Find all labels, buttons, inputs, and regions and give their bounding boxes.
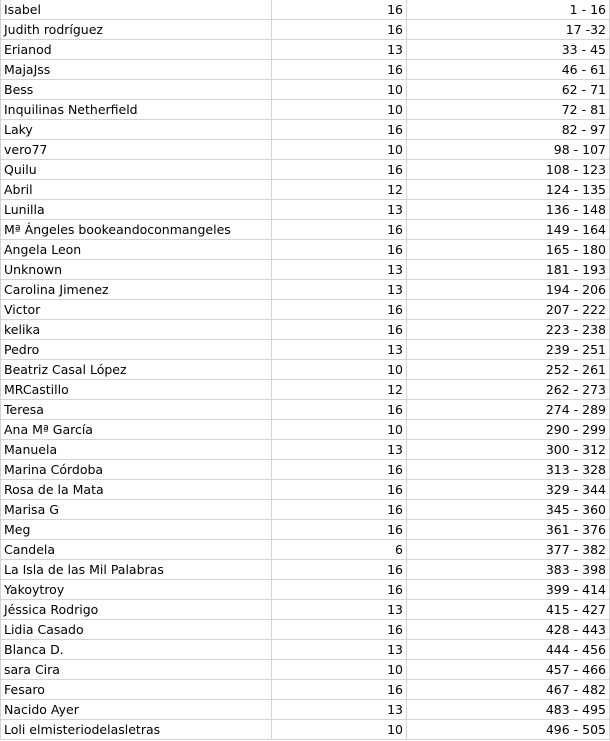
table-row: [1, 200, 610, 220]
participant-name-cell[interactable]: MRCastillo: [1, 380, 272, 400]
range-cell[interactable]: 108 - 123: [407, 160, 610, 180]
table-row: [1, 260, 610, 280]
participant-name-cell[interactable]: Nacido Ayer: [1, 700, 272, 720]
range-cell[interactable]: 72 - 81: [407, 100, 610, 120]
range-cell[interactable]: 149 - 164: [407, 220, 610, 240]
count-cell[interactable]: 10: [272, 140, 407, 160]
count-cell[interactable]: 16: [272, 400, 407, 420]
range-cell[interactable]: 207 - 222: [407, 300, 610, 320]
table-row: [1, 440, 610, 460]
table-row: [1, 340, 610, 360]
range-cell[interactable]: 428 - 443: [407, 620, 610, 640]
table-row: [1, 320, 610, 340]
participant-name-cell[interactable]: Lunilla: [1, 200, 272, 220]
count-cell[interactable]: 16: [272, 60, 407, 80]
participant-name-cell[interactable]: Lidia Casado: [1, 620, 272, 640]
range-cell[interactable]: 377 - 382: [407, 540, 610, 560]
range-cell[interactable]: 361 - 376: [407, 520, 610, 540]
table-row: [1, 400, 610, 420]
range-cell[interactable]: 1 - 16: [407, 0, 610, 20]
range-cell[interactable]: 483 - 495: [407, 700, 610, 720]
count-cell[interactable]: 16: [272, 520, 407, 540]
range-cell[interactable]: 223 - 238: [407, 320, 610, 340]
participant-name-cell[interactable]: sara Cira: [1, 660, 272, 680]
count-cell[interactable]: 16: [272, 20, 407, 40]
participant-name-cell[interactable]: Pedro: [1, 340, 272, 360]
count-cell[interactable]: 10: [272, 360, 407, 380]
participant-name-cell[interactable]: Inquilinas Netherfield: [1, 100, 272, 120]
count-cell[interactable]: 13: [272, 340, 407, 360]
range-cell[interactable]: 252 - 261: [407, 360, 610, 380]
table-row: [1, 580, 610, 600]
range-cell[interactable]: 46 - 61: [407, 60, 610, 80]
count-cell[interactable]: 16: [272, 560, 407, 580]
table-row: [1, 60, 610, 80]
count-cell[interactable]: 10: [272, 720, 407, 740]
count-cell[interactable]: 10: [272, 420, 407, 440]
participant-name-cell[interactable]: Manuela: [1, 440, 272, 460]
range-cell[interactable]: 62 - 71: [407, 80, 610, 100]
table-row: [1, 460, 610, 480]
table-body: [1, 0, 610, 740]
table-row: [1, 0, 610, 20]
range-cell[interactable]: 274 - 289: [407, 400, 610, 420]
range-cell[interactable]: 82 - 97: [407, 120, 610, 140]
participant-name-cell[interactable]: Meg: [1, 520, 272, 540]
count-cell[interactable]: 16: [272, 680, 407, 700]
count-cell[interactable]: 10: [272, 100, 407, 120]
count-cell[interactable]: 13: [272, 200, 407, 220]
count-cell[interactable]: 13: [272, 700, 407, 720]
count-cell[interactable]: 10: [272, 80, 407, 100]
count-cell[interactable]: 13: [272, 40, 407, 60]
range-cell[interactable]: 313 - 328: [407, 460, 610, 480]
count-cell[interactable]: 16: [272, 500, 407, 520]
participant-name-cell[interactable]: Erianod: [1, 40, 272, 60]
count-cell[interactable]: 16: [272, 120, 407, 140]
participant-name-cell[interactable]: Yakoytroy: [1, 580, 272, 600]
count-cell[interactable]: 16: [272, 240, 407, 260]
table-row: [1, 240, 610, 260]
participant-name-cell[interactable]: Candela: [1, 540, 272, 560]
count-cell[interactable]: 12: [272, 380, 407, 400]
range-cell[interactable]: 98 - 107: [407, 140, 610, 160]
participant-name-cell[interactable]: Bess: [1, 80, 272, 100]
count-cell[interactable]: 16: [272, 220, 407, 240]
range-cell[interactable]: 194 - 206: [407, 280, 610, 300]
participant-name-cell[interactable]: Unknown: [1, 260, 272, 280]
participant-name-cell[interactable]: Fesaro: [1, 680, 272, 700]
table-row: [1, 300, 610, 320]
count-cell[interactable]: 13: [272, 280, 407, 300]
participant-name-cell[interactable]: Marisa G: [1, 500, 272, 520]
table-row: [1, 720, 610, 740]
table-row: [1, 700, 610, 720]
table-row: [1, 680, 610, 700]
table-row: [1, 40, 610, 60]
range-cell[interactable]: 33 - 45: [407, 40, 610, 60]
table-row: [1, 560, 610, 580]
count-cell[interactable]: 16: [272, 160, 407, 180]
count-cell[interactable]: 10: [272, 660, 407, 680]
participant-name-cell[interactable]: Blanca D.: [1, 640, 272, 660]
table-row: [1, 80, 610, 100]
table-row: [1, 500, 610, 520]
table-row: [1, 120, 610, 140]
count-cell[interactable]: 16: [272, 300, 407, 320]
participant-name-cell[interactable]: Rosa de la Mata: [1, 480, 272, 500]
participant-name-cell[interactable]: Carolina Jimenez: [1, 280, 272, 300]
table-row: [1, 380, 610, 400]
table-row: [1, 360, 610, 380]
participant-name-cell[interactable]: MajaJss: [1, 60, 272, 80]
range-cell[interactable]: 290 - 299: [407, 420, 610, 440]
table-row: [1, 480, 610, 500]
participant-name-cell[interactable]: Victor: [1, 300, 272, 320]
participant-name-cell[interactable]: Isabel: [1, 0, 272, 20]
count-cell[interactable]: 13: [272, 440, 407, 460]
participant-name-cell[interactable]: Quilu: [1, 160, 272, 180]
count-cell[interactable]: 16: [272, 460, 407, 480]
table-row: [1, 520, 610, 540]
range-cell[interactable]: 415 - 427: [407, 600, 610, 620]
range-cell[interactable]: 239 - 251: [407, 340, 610, 360]
participant-name-cell[interactable]: Laky: [1, 120, 272, 140]
range-cell[interactable]: 124 - 135: [407, 180, 610, 200]
participant-name-cell[interactable]: Beatriz Casal López: [1, 360, 272, 380]
participant-name-cell[interactable]: Marina Córdoba: [1, 460, 272, 480]
count-cell[interactable]: 13: [272, 260, 407, 280]
table-row: [1, 280, 610, 300]
count-cell[interactable]: 13: [272, 640, 407, 660]
participant-name-cell[interactable]: Ana Mª García: [1, 420, 272, 440]
range-cell[interactable]: 165 - 180: [407, 240, 610, 260]
table-row: [1, 640, 610, 660]
participant-name-cell[interactable]: Mª Ángeles bookeandoconmangeles: [1, 220, 272, 240]
table-row: [1, 420, 610, 440]
count-cell[interactable]: 13: [272, 600, 407, 620]
participant-name-cell[interactable]: vero77: [1, 140, 272, 160]
participant-name-cell[interactable]: Jéssica Rodrigo: [1, 600, 272, 620]
participant-name-cell[interactable]: Abril: [1, 180, 272, 200]
participant-name-cell[interactable]: Loli elmisteriodelasletras: [1, 720, 272, 740]
participant-name-cell[interactable]: Judith rodríguez: [1, 20, 272, 40]
range-cell[interactable]: 300 - 312: [407, 440, 610, 460]
count-cell[interactable]: 16: [272, 580, 407, 600]
table-row: [1, 20, 610, 40]
range-cell[interactable]: 262 - 273: [407, 380, 610, 400]
range-cell[interactable]: 383 - 398: [407, 560, 610, 580]
count-cell[interactable]: 16: [272, 0, 407, 20]
range-cell[interactable]: 136 - 148: [407, 200, 610, 220]
table-row: [1, 660, 610, 680]
range-cell[interactable]: 496 - 505: [407, 720, 610, 740]
table-row: [1, 540, 610, 560]
range-cell[interactable]: 345 - 360: [407, 500, 610, 520]
table-row: [1, 100, 610, 120]
table-row: [1, 620, 610, 640]
range-cell[interactable]: 17 -32: [407, 20, 610, 40]
range-cell[interactable]: 181 - 193: [407, 260, 610, 280]
participant-name-cell[interactable]: Angela Leon: [1, 240, 272, 260]
table-row: [1, 180, 610, 200]
count-cell[interactable]: 16: [272, 320, 407, 340]
table-row: [1, 140, 610, 160]
count-cell[interactable]: 6: [272, 540, 407, 560]
range-cell[interactable]: 329 - 344: [407, 480, 610, 500]
table-row: [1, 600, 610, 620]
table-row: [1, 160, 610, 180]
count-cell[interactable]: 16: [272, 480, 407, 500]
range-cell[interactable]: 444 - 456: [407, 640, 610, 660]
count-cell[interactable]: 12: [272, 180, 407, 200]
range-cell[interactable]: 467 - 482: [407, 680, 610, 700]
participant-name-cell[interactable]: La Isla de las Mil Palabras: [1, 560, 272, 580]
participant-name-cell[interactable]: kelika: [1, 320, 272, 340]
range-cell[interactable]: 399 - 414: [407, 580, 610, 600]
participant-name-cell[interactable]: Teresa: [1, 400, 272, 420]
table-row: [1, 220, 610, 240]
range-cell[interactable]: 457 - 466: [407, 660, 610, 680]
count-cell[interactable]: 16: [272, 620, 407, 640]
